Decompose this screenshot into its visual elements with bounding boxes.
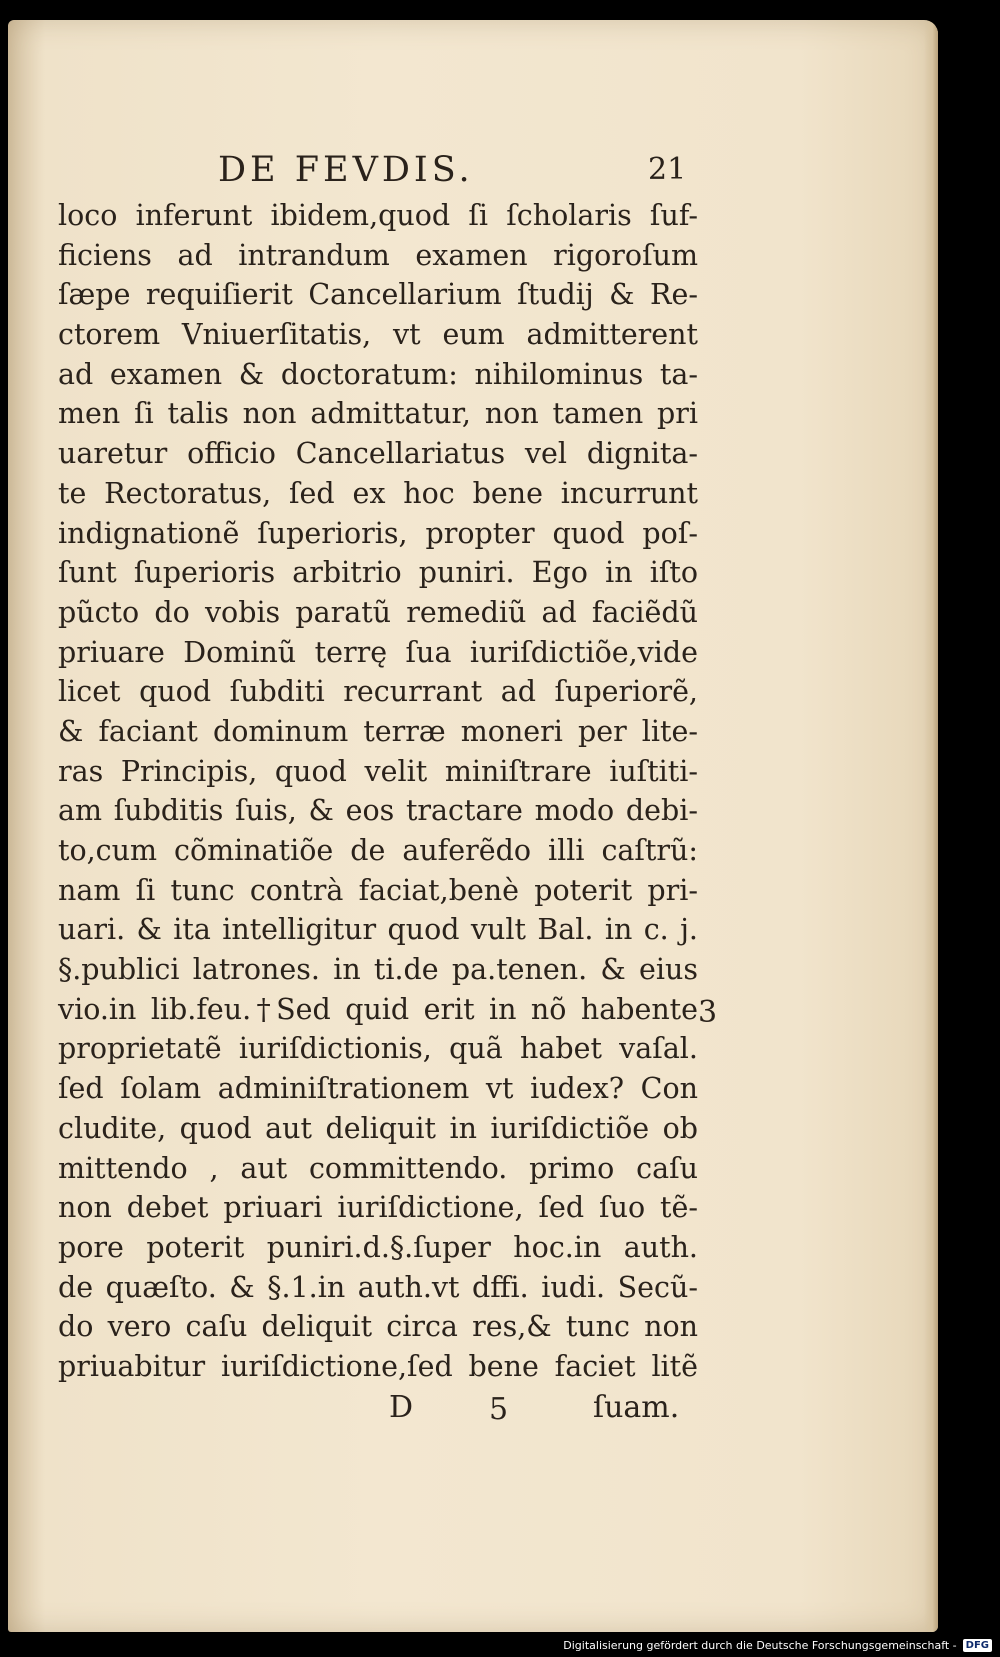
text-line: cludite, quod aut deliquit in iuriſdictiõe ob — [58, 1111, 698, 1145]
text-line: to,cum cõminatiõe de auferẽdo illi caſtrũ: — [58, 834, 698, 867]
text-line: pore poterit puniri.d.§.ſuper hoc.in auth. — [58, 1230, 698, 1264]
text-line: vio.in lib.feu.†Sed quid erit in nõ habente — [58, 992, 698, 1026]
text-line: indignationẽ ſuperioris, propter quod poſ- — [58, 516, 698, 550]
text-line: men ſi talis non admittatur, non tamen pri — [58, 397, 698, 431]
text-line: priuabitur iuriſdictione,ſed bene faciet litẽ — [58, 1349, 698, 1383]
book-page — [8, 20, 938, 1632]
text-line: ras Principis, quod velit miniſtrare iuſtiti- — [58, 754, 698, 788]
text-line: uari. & ita intelligitur quod vult Bal. in c. j. — [58, 913, 698, 947]
text-line: ſunt ſuperioris arbitrio puniri. Ego in iſto — [58, 556, 698, 590]
text-line: ſæpe requiſierit Cancellarium ſtudij & Re- — [58, 278, 698, 312]
signature-mark: D — [389, 1390, 414, 1425]
text-line: ad examen & doctoratum: nihilominus ta- — [58, 357, 698, 391]
text-line: de quæſto. & §.1.in auth.vt dffi. iudi. Secũ- — [58, 1270, 698, 1304]
running-head: DE FEVDIS. — [218, 150, 474, 190]
digitization-credit — [563, 1635, 992, 1655]
text-line: & faciant dominum terræ moneri per lite- — [58, 714, 698, 748]
text-line: loco inferunt ibidem,quod ſi ſcholaris ſuf- — [58, 199, 698, 232]
dfg-logo: DFG — [963, 1639, 992, 1652]
text-line: ctorem Vniuerſitatis, vt eum admitterent — [58, 318, 698, 352]
page-header — [8, 150, 938, 194]
text-line: mittendo , aut committendo. primo caſu — [58, 1151, 698, 1185]
text-line: te Rectoratus, ſed ex hoc bene incurrunt — [58, 476, 698, 510]
margin-note-number: 3 — [698, 995, 718, 1030]
text-line: §.publici latrones. in ti.de pa.tenen. & eius — [58, 953, 698, 987]
signature-number: 5 — [489, 1392, 509, 1427]
text-line: ſed ſolam adminiſtrationem vt iudex? Con — [58, 1072, 698, 1106]
text-line: do vero caſu deliquit circa res,& tunc non — [58, 1310, 698, 1344]
page-number: 21 — [648, 152, 687, 187]
text-line: proprietatẽ iuriſdictionis, quã habet vaſal. — [58, 1032, 698, 1066]
catchword: ſuam. — [593, 1390, 680, 1425]
credit-text: Digitalisierung gefördert durch die Deutsche Forschungsgemeinschaft - — [563, 1638, 957, 1652]
text-line: nam ſi tunc contrà faciat,benè poterit pri- — [58, 873, 698, 907]
text-line: am ſubditis ſuis, & eos tractare modo debi- — [58, 794, 698, 828]
body-text — [58, 196, 698, 1387]
text-line: priuare Dominũ terrę ſua iuriſdictiõe,vide — [58, 635, 698, 669]
text-line: uaretur officio Cancellariatus vel dignita- — [58, 437, 698, 471]
text-line: pũcto do vobis paratũ remediũ ad faciẽdũ — [58, 595, 698, 629]
text-line: licet quod ſubditi recurrant ad ſuperiorẽ, — [58, 675, 698, 709]
text-line: ficiens ad intrandum examen rigoroſum — [58, 238, 698, 272]
text-line: non debet priuari iuriſdictione, ſed ſuo tẽ- — [58, 1191, 698, 1225]
page-footer — [8, 1390, 938, 1434]
